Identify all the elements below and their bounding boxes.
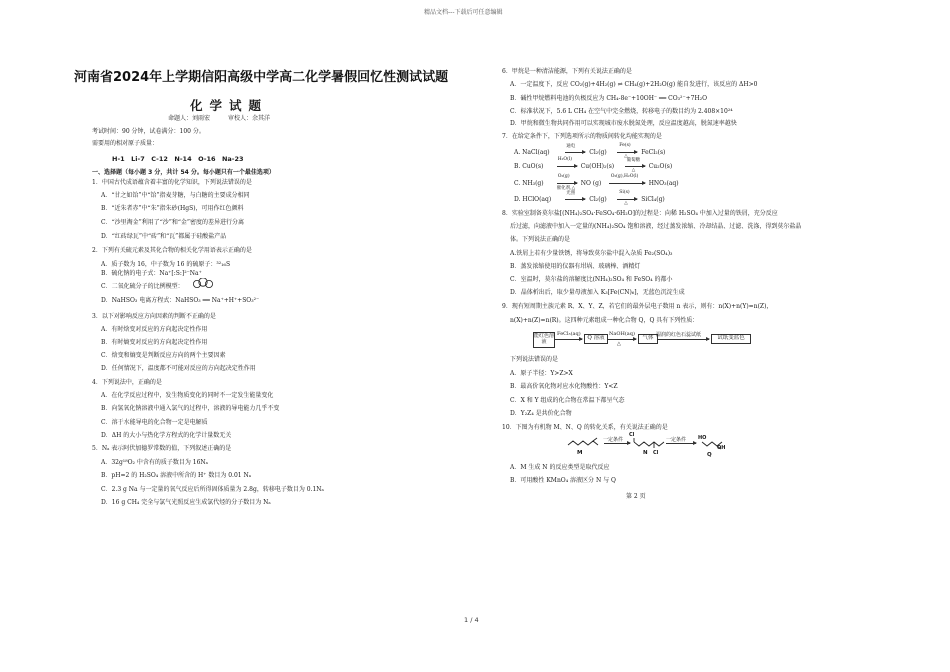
atomic-masses: H-1 Li-7 C-12 N-14 O-16 Na-23 xyxy=(112,155,244,163)
q7-text: Cl₂(g) xyxy=(589,149,607,156)
label-cl-bottom: Cl xyxy=(653,450,659,456)
molecule-n-icon xyxy=(632,438,668,450)
reaction-condition-2: 一定条件 xyxy=(666,437,687,443)
flow-box-q-solution: Q 溶液 xyxy=(584,334,608,344)
left-lines-line: C．溶于水能导电的化合物一定是电解质 xyxy=(101,419,208,426)
left-lines-line: 1．中国古代成语蕴含着丰富的化学知识，下列说法错误的是 xyxy=(92,179,252,186)
q7-text: C. NH₃(g) xyxy=(514,180,544,187)
left-lines-line: B．硫化钠的电子式：Na⁺[:S:]²⁻Na⁺ xyxy=(101,270,202,277)
authors-line: 命题人：刘雨宏 审校人：余其洋 xyxy=(168,115,271,122)
reaction-condition-1: 一定条件 xyxy=(603,437,624,443)
reaction-arrow-1 xyxy=(604,443,630,444)
right-lines-top-line: B．碱性甲烷燃料电池的负极反应为 CH₄-8e⁻+10OH⁻ ══ CO₃²⁻+7H₂O xyxy=(510,95,708,102)
flow-arrow-label: 湿润的红色石蕊试纸 xyxy=(656,332,702,338)
q7-arrow xyxy=(557,183,577,184)
left-lines-line: A．“甘之如饴”中“饴”指麦芽糖，与白糖的主要成分相同 xyxy=(101,192,250,199)
left-lines-line: C．2.3 g Na 与一定量的氧气反应后所得固体质量为 2.8g，转移电子数目为 0.1Nₐ xyxy=(101,486,324,493)
flow-arrow xyxy=(607,339,636,340)
right-lines-mid-line: B．蒸发浓缩使用的仪器有坩埚、玻璃棒、酒精灯 xyxy=(510,263,641,270)
q7-text: H₂O(l) xyxy=(557,157,573,162)
q7-text: B. CuO(s) xyxy=(514,163,544,170)
q7-text: Cu₂O(s) xyxy=(648,163,673,170)
right-lines-top-line: A．一定温度下，反应 CO₂(g)+4H₂(g) ⇌ CH₄(g)+2H₂O(g) 能自发进行，该反应的 ΔH>0 xyxy=(510,81,758,88)
right-lines-top-line: C．标准状况下，5.6 L CH₄ 在空气中完全燃烧，转移电子的数目约为 2.408×10²⁴ xyxy=(510,108,733,115)
right-lines-mid-line: 体。下列说法正确的是 xyxy=(510,236,571,243)
right-lines-bot-line: D．Y₂Z₄ 是共价化合物 xyxy=(510,410,572,417)
exam-info: 考试时间：90 分钟，试卷满分：100 分。 xyxy=(92,128,205,135)
q7-text: 通电 xyxy=(566,144,576,149)
section-one-heading: 一、选择题（每小题 3 分，共计 54 分。每小题只有一个最佳选项） xyxy=(92,169,275,176)
left-lines-line: B．“近朱者赤”中“朱”指朱砂(HgS)，可用作红色颜料 xyxy=(101,205,244,212)
q7-text: Cl₂(g) xyxy=(589,196,607,203)
q7-text: 催化剂,△ xyxy=(556,186,576,191)
q7-arrow xyxy=(557,166,577,167)
right-lines-end-line: B．可用酸性 KMnO₄ 溶液区分 N 与 Q xyxy=(510,477,616,484)
right-lines-mid-line: C．室温时，莫尔盐的溶解度比(NH₄)₂SO₄ 和 FeSO₄ 的都小 xyxy=(510,276,673,283)
right-lines-mid-line: D．晶体析出后，取少量母液加入 K₃[Fe(CN)₆]，无蓝色沉淀生成 xyxy=(510,289,685,296)
left-lines-line: D．ΔH 的大小与热化学方程式的化学计量数无关 xyxy=(101,432,232,439)
q7-text: FeCl₂(s) xyxy=(641,149,666,156)
page-footer: 1 / 4 xyxy=(464,616,479,624)
exam-subtitle: 化学试题 xyxy=(190,98,269,113)
q7-text: Cu(OH)₂(s) xyxy=(580,163,615,170)
q7-arrow xyxy=(565,152,585,153)
right-lines-mid-line: n(X)+n(Z)=n(R)。这四种元素组成一种化合物 Q，Q 具有下列性质： xyxy=(510,317,699,324)
left-lines-line: A．质子数为 16，中子数为 16 的硫原子：³²₁₆S xyxy=(101,261,231,268)
right-lines-top-line: 6．甲烷是一种清洁能源，下列有关说法正确的是 xyxy=(502,68,632,75)
left-lines-line: A．32g¹⁸O₂ 中含有的质子数目为 16Nₐ xyxy=(101,459,208,466)
q7-text: SiCl₄(g) xyxy=(641,196,665,203)
so2-ball-model-icon xyxy=(190,278,216,290)
left-lines-line: C．二氧化硫分子的比例模型： xyxy=(101,283,184,290)
q7-text: HNO₃(aq) xyxy=(648,180,679,187)
q7-arrow xyxy=(625,166,645,167)
label-n: N xyxy=(643,450,648,456)
q7-text: NO (g) xyxy=(580,180,602,187)
right-lines-bot-line: A．原子半径：Y>Z>X xyxy=(510,370,573,377)
right-lines-top-line: 7．在给定条件下，下列选项所示的物质间转化均能实现的是 xyxy=(502,133,662,140)
q7-text: △ xyxy=(624,154,628,159)
q7-arrow xyxy=(565,199,585,200)
atomic-mass-intro: 需要用的相对原子质量： xyxy=(92,140,159,147)
q7-text: O₂(g),H₂O(l) xyxy=(610,174,639,179)
right-lines-top-line: D．甲烷和微生物共同作用可以实现城市废水脱氮处理，反应温度越高，脱氮速率越快 xyxy=(510,120,737,127)
right-lines-bot-line: 下列说法错误的是 xyxy=(510,356,559,363)
flow-arrow xyxy=(555,339,582,340)
flow-arrow-label: △ xyxy=(617,341,621,347)
reaction-arrow-2 xyxy=(666,443,696,444)
page-number-label: 第 2 页 xyxy=(626,493,646,500)
flow-box-red-solution: 能红色溶液 xyxy=(533,332,555,348)
q7-text: D. HClO(aq) xyxy=(514,196,552,203)
right-lines-mid-line: 后过滤，向滤液中加入一定量的(NH₄)₂SO₄ 饱和溶液，经过蒸发浓缩、冷却结晶、过滤、洗涤，得到莫尔盐晶 xyxy=(510,223,802,230)
label-q: Q xyxy=(707,452,712,458)
q7-text: 葡萄糖 xyxy=(626,158,641,163)
q7-text: O₂(g) xyxy=(557,174,570,179)
left-lines-line: 4．下列说法中，正确的是 xyxy=(92,379,162,386)
flow-arrow-label: FeCl₃(aq) xyxy=(557,331,581,337)
left-lines-line: C．“沙里淘金”利用了“沙”和“金”密度的差异进行分离 xyxy=(101,219,244,226)
left-lines-line: B．向氢氧化钠溶液中通入氯气的过程中，溶液的导电能力几乎不变 xyxy=(101,405,280,412)
q7-text: Si(s) xyxy=(619,190,630,195)
q7-arrow xyxy=(617,152,637,153)
right-lines-mid-line: A.铁屑上若有少量铁锈，将导致莫尔盐中混入杂质 Fe₂(SO₄)₃ xyxy=(510,250,673,257)
left-lines-line: B．pH=2 的 H₂SO₄ 溶液中所含的 H⁺ 数目为 0.01 Nₐ xyxy=(101,472,252,479)
label-oh: OH xyxy=(717,445,726,451)
left-lines-line: A．在化学反应过程中，发生物质变化的同时不一定发生能量变化 xyxy=(101,392,274,399)
q7-text: △ xyxy=(624,201,628,206)
flow-arrow-label: NaOH(aq) xyxy=(609,331,635,337)
right-lines-bot-line: 10．下图为有机物 M、N、Q 的转化关系，有关说法正确的是 xyxy=(502,424,668,431)
document-header-note: 精品文档---下载后可任意编辑 xyxy=(424,9,503,16)
q7-text: A. NaCl(aq) xyxy=(514,149,550,156)
right-lines-bot-line: B．最高价氧化物对应水化物酸性：Y<Z xyxy=(510,383,618,390)
left-lines-line: D．任何情况下，温度都不可能对反应的方向起决定性作用 xyxy=(101,365,256,372)
label-ho: HO xyxy=(698,435,707,441)
left-lines-line: B．有时熵变对反应的方向起决定性作用 xyxy=(101,339,208,346)
q7-text: Fe(s) xyxy=(619,143,631,148)
label-cl-top: Cl xyxy=(629,432,635,438)
label-m: M xyxy=(577,450,583,456)
left-lines-line: D．NaHSO₃ 电离方程式：NaHSO₃ ══ Na⁺+H⁺+SO₃²⁻ xyxy=(101,297,260,304)
q7-arrow xyxy=(609,183,645,184)
right-lines-bot-line: C．X 和 Y 组成的化合物在常温下都呈气态 xyxy=(510,397,625,404)
left-lines-line: D．“红砖绿瓦”中“砖”和“瓦”都属于硅酸盐产品 xyxy=(101,233,227,240)
right-lines-end-line: A．M 生成 N 的反应类型是取代反应 xyxy=(510,464,610,471)
page-title: 河南省2024年上学期信阳高级中学高二化学暑假回忆性测试试题 xyxy=(74,70,449,85)
flow-box-paper-blue: 试纸变蓝色 xyxy=(711,334,751,344)
molecule-q-icon xyxy=(700,438,730,450)
left-lines-line: 5．Nₐ 表示阿伏加德罗常数的值，下列叙述正确的是 xyxy=(92,445,232,452)
q7-text: △ xyxy=(631,168,636,173)
right-lines-mid-line: 8．实验室制备莫尔盐[(NH₄)₂SO₄·FeSO₄·6H₂O]的过程是：向稀 H₂SO₄ 中加入过量的铁屑，充分反应 xyxy=(502,210,778,217)
left-lines-line: 2．下列有关硫元素及其化合物的相关化学用语表示正确的是 xyxy=(92,247,252,254)
flow-box-gas: 气体 xyxy=(638,334,658,344)
left-lines-line: A．有时焓变对反应的方向起决定性作用 xyxy=(101,326,208,333)
flow-arrow xyxy=(657,339,709,340)
left-lines-line: 3．以下对影响反应方向因素的判断不正确的是 xyxy=(92,313,216,320)
right-lines-mid-line: 9．现有短周期主族元素 R、X、Y、Z，若它们的最外层电子数用 n 表示，则有：n(X)+n(Y)=n(Z)， xyxy=(502,303,773,310)
left-lines-line: D．16 g CH₄ 完全与氯气光照反应生成氯代烃的分子数目为 Nₐ xyxy=(101,499,271,506)
left-lines-line: C．焓变和熵变是判断反应方向的两个主要因素 xyxy=(101,352,226,359)
q7-arrow xyxy=(617,199,637,200)
molecule-m-icon xyxy=(566,437,602,449)
q7-text: 光照 xyxy=(566,191,576,196)
